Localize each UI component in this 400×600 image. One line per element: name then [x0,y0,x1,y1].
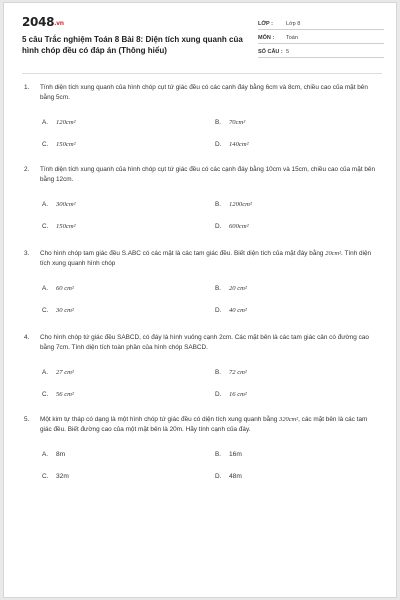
worksheet-page [3,2,397,598]
option-value: 140cm² [229,141,249,148]
option-letter: A. [42,201,49,208]
meta-row-subject [258,31,384,44]
question-text: Cho hình chóp tứ giác đều SABCD, có đáy là hình vuông cạnh 2cm. Các mặt bên là các tam giác cân có đường cao bằng 7cm. Tính diện tích toàn phần của hình chóp SABCD. [40,334,369,351]
option-value: 56 cm² [56,391,74,398]
option-letter: A. [42,119,49,126]
option-d[interactable] [215,390,247,400]
meta-label: LỚP : [258,21,273,27]
option-a[interactable] [42,450,65,460]
option-letter: B. [215,119,222,126]
option-value: 27 cm² [56,369,74,376]
answer-options [24,110,380,158]
option-d[interactable] [215,306,247,316]
option-letter: D. [215,223,222,230]
option-letter: D. [215,141,222,148]
option-letter: A. [42,285,49,292]
option-letter: D. [215,307,222,314]
option-a[interactable] [42,284,74,294]
question-4 [24,333,380,408]
option-c[interactable] [42,306,74,316]
meta-row-class [258,17,384,30]
header-divider [22,73,382,74]
option-letter: D. [215,473,222,480]
option-letter: C. [42,391,49,398]
math-expression: 20cm² [325,250,342,257]
answer-options [24,360,380,408]
option-value: 120cm² [56,119,76,126]
answer-options [24,192,380,240]
option-value: 16m [229,451,242,458]
question-number: 4. [24,334,30,341]
option-a[interactable] [42,118,76,128]
option-value: 300cm² [56,201,76,208]
option-value: 8m [56,451,66,458]
question-2 [24,165,380,240]
option-letter: B. [215,285,222,292]
answer-options [24,442,380,490]
option-b[interactable] [215,284,247,294]
question-number: 5. [24,416,30,423]
meta-row-count [258,45,384,58]
option-value: 60 cm² [56,285,74,292]
question-text: Tính diện tích xung quanh của hình chóp cụt tứ giác đều có các cạnh đáy bằng 10cm và 15cm, chiều cao của mặt bên bằng 12cm. [40,166,376,183]
option-b[interactable] [215,118,245,128]
worksheet-title: 5 câu Trắc nghiệm Toán 8 Bài 8: Diện tích xung quanh của hình chóp đều có đáp án (Thông hiểu) [22,35,243,55]
meta-value: Lớp 8 [286,21,301,27]
worksheet-header [22,15,384,63]
option-letter: C. [42,223,49,230]
option-letter: B. [215,201,222,208]
math-expression: 320cm² [279,416,299,423]
question-3 [24,249,380,324]
option-value: 40 cm² [229,307,247,314]
option-b[interactable] [215,200,252,210]
option-value: 600cm² [229,223,249,230]
option-value: 16 cm² [229,391,247,398]
option-value: 70cm² [229,119,246,126]
option-value: 150cm² [56,223,76,230]
option-value: 1200cm² [229,201,252,208]
worksheet-meta [258,17,384,59]
option-c[interactable] [42,472,69,482]
option-letter: C. [42,141,49,148]
question-number: 1. [24,84,30,91]
option-b[interactable] [215,368,247,378]
option-value: 48m [229,473,242,480]
question-text: Một kim tự tháp có dạng là một hình chóp tứ giác đều có diện tích xung quanh bằng 320cm², các mặt bên là các tam giác đều. Biết đường cao của một mặt bên là 20m. Hãy tính cạnh của đáy. [40,416,368,433]
option-d[interactable] [215,472,242,482]
option-letter: A. [42,451,49,458]
option-b[interactable] [215,450,242,460]
option-value: 20 cm² [229,285,247,292]
question-5 [24,415,380,490]
meta-label: MÔN : [258,35,275,41]
option-letter: D. [215,391,222,398]
answer-options [24,276,380,324]
option-c[interactable] [42,222,76,232]
option-letter: A. [42,369,49,376]
option-value: 72 cm² [229,369,247,376]
question-text: Cho hình chóp tam giác đều S.ABC có các mặt là các tam giác đều. Biết diện tích của mặt đáy bằng 20cm². Tính diện tích xung quanh hình chóp [40,250,372,267]
question-text: Tính diện tích xung quanh của hình chóp cụt tứ giác đều có các cạnh đáy bằng 6cm và 8cm, chiều cao của mặt bên bằng 5cm. [40,84,368,101]
option-c[interactable] [42,390,74,400]
option-value: 150cm² [56,141,76,148]
option-d[interactable] [215,140,249,150]
option-letter: B. [215,451,222,458]
question-number: 2. [24,166,30,173]
question-number: 3. [24,250,30,257]
site-logo[interactable]: 2048.vn [22,15,64,29]
meta-value: Toán [286,35,298,41]
meta-label: SỐ CÂU : [258,49,283,55]
option-value: 32m [56,473,69,480]
option-value: 30 cm² [56,307,74,314]
option-a[interactable] [42,200,76,210]
option-letter: C. [42,307,49,314]
option-letter: B. [215,369,222,376]
option-a[interactable] [42,368,74,378]
option-c[interactable] [42,140,76,150]
option-letter: C. [42,473,49,480]
question-1 [24,83,380,158]
meta-value: 5 [286,49,290,55]
option-d[interactable] [215,222,249,232]
